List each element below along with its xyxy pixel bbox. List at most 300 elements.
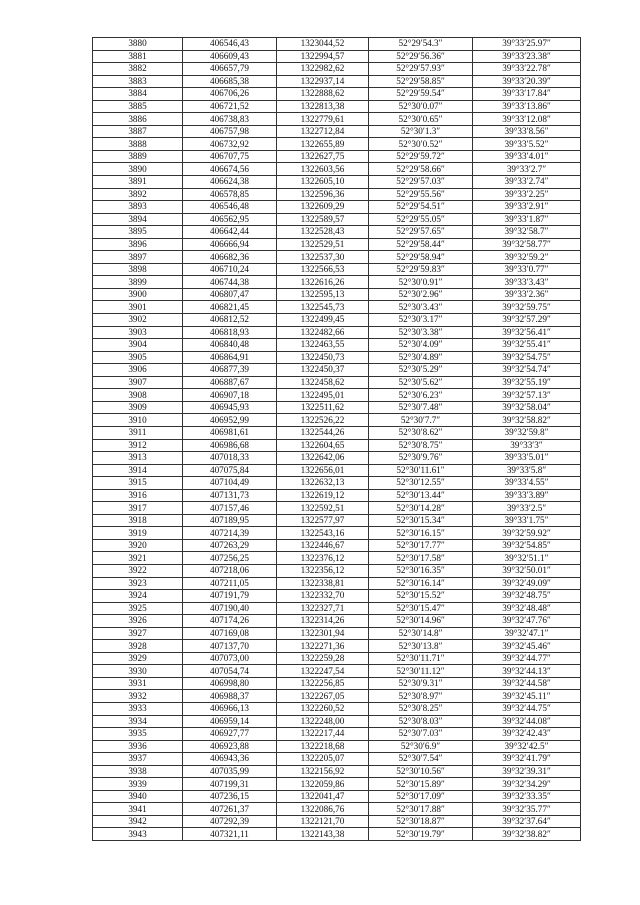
longitude-cell: 39°32′59.2″ xyxy=(473,251,581,264)
x-coordinate-cell: 407189,95 xyxy=(183,514,277,527)
longitude-cell: 39°32′44.58″ xyxy=(473,677,581,690)
table-row xyxy=(93,564,581,577)
x-coordinate-cell: 406821,45 xyxy=(183,301,277,314)
x-coordinate-cell: 407214,39 xyxy=(183,527,277,540)
x-coordinate-cell: 407191,79 xyxy=(183,590,277,603)
latitude-cell: 52°30′16.15″ xyxy=(369,527,473,540)
table-row xyxy=(93,728,581,741)
point-number-cell: 3917 xyxy=(93,502,183,515)
latitude-cell: 52°30′14.28″ xyxy=(369,502,473,515)
point-number-cell: 3913 xyxy=(93,452,183,465)
x-coordinate-cell: 406546,48 xyxy=(183,201,277,214)
x-coordinate-cell: 406981,61 xyxy=(183,426,277,439)
longitude-cell: 39°33′12.08″ xyxy=(473,113,581,126)
latitude-cell: 52°29′59.72″ xyxy=(369,150,473,163)
y-coordinate-cell: 1322376,12 xyxy=(277,552,369,565)
x-coordinate-cell: 406943,36 xyxy=(183,753,277,766)
longitude-cell: 39°32′54.74″ xyxy=(473,364,581,377)
x-coordinate-cell: 406721,52 xyxy=(183,100,277,113)
table-row xyxy=(93,401,581,414)
longitude-cell: 39°32′41.79″ xyxy=(473,753,581,766)
longitude-cell: 39°32′39.31″ xyxy=(473,765,581,778)
y-coordinate-cell: 1322314,26 xyxy=(277,615,369,628)
point-number-cell: 3911 xyxy=(93,426,183,439)
longitude-cell: 39°33′2.36″ xyxy=(473,288,581,301)
x-coordinate-cell: 406887,67 xyxy=(183,376,277,389)
x-coordinate-cell: 407321,11 xyxy=(183,828,277,841)
latitude-cell: 52°29′55.05″ xyxy=(369,213,473,226)
longitude-cell: 39°32′45.11″ xyxy=(473,690,581,703)
table-row xyxy=(93,100,581,113)
point-number-cell: 3893 xyxy=(93,201,183,214)
longitude-cell: 39°33′23.38″ xyxy=(473,50,581,63)
y-coordinate-cell: 1322156,92 xyxy=(277,765,369,778)
x-coordinate-cell: 406666,94 xyxy=(183,238,277,251)
latitude-cell: 52°29′59.83″ xyxy=(369,263,473,276)
table-row xyxy=(93,201,581,214)
longitude-cell: 39°33′3″ xyxy=(473,439,581,452)
table-row xyxy=(93,364,581,377)
y-coordinate-cell: 1322450,73 xyxy=(277,351,369,364)
longitude-cell: 39°32′54.85″ xyxy=(473,539,581,552)
latitude-cell: 52°30′3.38″ xyxy=(369,326,473,339)
table-row xyxy=(93,489,581,502)
point-number-cell: 3902 xyxy=(93,314,183,327)
x-coordinate-cell: 406988,37 xyxy=(183,690,277,703)
y-coordinate-cell: 1322779,61 xyxy=(277,113,369,126)
table-row xyxy=(93,502,581,515)
point-number-cell: 3901 xyxy=(93,301,183,314)
x-coordinate-cell: 407292,39 xyxy=(183,815,277,828)
longitude-cell: 39°33′4.55″ xyxy=(473,477,581,490)
point-number-cell: 3914 xyxy=(93,464,183,477)
table-row xyxy=(93,314,581,327)
y-coordinate-cell: 1322655,89 xyxy=(277,138,369,151)
point-number-cell: 3881 xyxy=(93,50,183,63)
y-coordinate-cell: 1322544,26 xyxy=(277,426,369,439)
point-number-cell: 3904 xyxy=(93,339,183,352)
x-coordinate-cell: 407131,73 xyxy=(183,489,277,502)
point-number-cell: 3919 xyxy=(93,527,183,540)
y-coordinate-cell: 1323044,52 xyxy=(277,38,369,51)
latitude-cell: 52°30′7.03″ xyxy=(369,728,473,741)
x-coordinate-cell: 406706,26 xyxy=(183,88,277,101)
x-coordinate-cell: 406952,99 xyxy=(183,414,277,427)
table-row xyxy=(93,464,581,477)
y-coordinate-cell: 1322566,53 xyxy=(277,263,369,276)
y-coordinate-cell: 1322218,68 xyxy=(277,740,369,753)
point-number-cell: 3891 xyxy=(93,176,183,189)
table-row xyxy=(93,477,581,490)
latitude-cell: 52°30′19.79″ xyxy=(369,828,473,841)
y-coordinate-cell: 1322604,65 xyxy=(277,439,369,452)
table-row xyxy=(93,602,581,615)
point-number-cell: 3938 xyxy=(93,765,183,778)
point-number-cell: 3910 xyxy=(93,414,183,427)
longitude-cell: 39°33′17.84″ xyxy=(473,88,581,101)
point-number-cell: 3903 xyxy=(93,326,183,339)
latitude-cell: 52°30′10.56″ xyxy=(369,765,473,778)
latitude-cell: 52°29′58.94″ xyxy=(369,251,473,264)
x-coordinate-cell: 406657,79 xyxy=(183,63,277,76)
longitude-cell: 39°32′35.77″ xyxy=(473,803,581,816)
x-coordinate-cell: 406840,48 xyxy=(183,339,277,352)
x-coordinate-cell: 406907,18 xyxy=(183,389,277,402)
x-coordinate-cell: 406812,52 xyxy=(183,314,277,327)
longitude-cell: 39°32′51.1″ xyxy=(473,552,581,565)
latitude-cell: 52°30′11.61″ xyxy=(369,464,473,477)
y-coordinate-cell: 1322529,51 xyxy=(277,238,369,251)
table-row xyxy=(93,452,581,465)
x-coordinate-cell: 407054,74 xyxy=(183,665,277,678)
table-row xyxy=(93,213,581,226)
longitude-cell: 39°32′44.75″ xyxy=(473,702,581,715)
table-row xyxy=(93,702,581,715)
y-coordinate-cell: 1322041,47 xyxy=(277,790,369,803)
latitude-cell: 52°30′1.3″ xyxy=(369,125,473,138)
latitude-cell: 52°30′16.35″ xyxy=(369,564,473,577)
longitude-cell: 39°32′44.08″ xyxy=(473,715,581,728)
y-coordinate-cell: 1322247,54 xyxy=(277,665,369,678)
x-coordinate-cell: 407169,08 xyxy=(183,627,277,640)
y-coordinate-cell: 1322616,26 xyxy=(277,276,369,289)
latitude-cell: 52°30′0.07″ xyxy=(369,100,473,113)
table-row xyxy=(93,690,581,703)
longitude-cell: 39°32′48.48″ xyxy=(473,602,581,615)
longitude-cell: 39°32′49.09″ xyxy=(473,577,581,590)
table-row xyxy=(93,577,581,590)
y-coordinate-cell: 1322619,12 xyxy=(277,489,369,502)
longitude-cell: 39°32′44.13″ xyxy=(473,665,581,678)
point-number-cell: 3907 xyxy=(93,376,183,389)
point-number-cell: 3895 xyxy=(93,226,183,239)
x-coordinate-cell: 406966,13 xyxy=(183,702,277,715)
table-row xyxy=(93,740,581,753)
table-row xyxy=(93,790,581,803)
y-coordinate-cell: 1322205,07 xyxy=(277,753,369,766)
x-coordinate-cell: 407236,15 xyxy=(183,790,277,803)
table-row xyxy=(93,50,581,63)
y-coordinate-cell: 1322595,13 xyxy=(277,288,369,301)
point-number-cell: 3906 xyxy=(93,364,183,377)
longitude-cell: 39°33′8.56″ xyxy=(473,125,581,138)
x-coordinate-cell: 406986,68 xyxy=(183,439,277,452)
y-coordinate-cell: 1322994,57 xyxy=(277,50,369,63)
longitude-cell: 39°32′59.92″ xyxy=(473,527,581,540)
longitude-cell: 39°33′3.43″ xyxy=(473,276,581,289)
point-number-cell: 3935 xyxy=(93,728,183,741)
point-number-cell: 3930 xyxy=(93,665,183,678)
point-number-cell: 3943 xyxy=(93,828,183,841)
y-coordinate-cell: 1322545,73 xyxy=(277,301,369,314)
y-coordinate-cell: 1322463,55 xyxy=(277,339,369,352)
latitude-cell: 52°30′16.14″ xyxy=(369,577,473,590)
point-number-cell: 3885 xyxy=(93,100,183,113)
y-coordinate-cell: 1322592,51 xyxy=(277,502,369,515)
point-number-cell: 3889 xyxy=(93,150,183,163)
longitude-cell: 39°33′2.25″ xyxy=(473,188,581,201)
point-number-cell: 3933 xyxy=(93,702,183,715)
point-number-cell: 3925 xyxy=(93,602,183,615)
latitude-cell: 52°30′17.58″ xyxy=(369,552,473,565)
longitude-cell: 39°32′47.76″ xyxy=(473,615,581,628)
point-number-cell: 3929 xyxy=(93,652,183,665)
y-coordinate-cell: 1322537,30 xyxy=(277,251,369,264)
x-coordinate-cell: 406864,91 xyxy=(183,351,277,364)
x-coordinate-cell: 406807,47 xyxy=(183,288,277,301)
x-coordinate-cell: 406710,24 xyxy=(183,263,277,276)
table-row xyxy=(93,163,581,176)
latitude-cell: 52°30′7.54″ xyxy=(369,753,473,766)
longitude-cell: 39°33′1.87″ xyxy=(473,213,581,226)
x-coordinate-cell: 406562,95 xyxy=(183,213,277,226)
latitude-cell: 52°30′0.65″ xyxy=(369,113,473,126)
x-coordinate-cell: 407157,46 xyxy=(183,502,277,515)
y-coordinate-cell: 1322458,62 xyxy=(277,376,369,389)
table-row xyxy=(93,778,581,791)
table-row xyxy=(93,414,581,427)
y-coordinate-cell: 1322356,12 xyxy=(277,564,369,577)
y-coordinate-cell: 1322589,57 xyxy=(277,213,369,226)
point-number-cell: 3909 xyxy=(93,401,183,414)
point-number-cell: 3892 xyxy=(93,188,183,201)
point-number-cell: 3890 xyxy=(93,163,183,176)
latitude-cell: 52°30′15.89″ xyxy=(369,778,473,791)
latitude-cell: 52°30′18.87″ xyxy=(369,815,473,828)
longitude-cell: 39°32′58.77″ xyxy=(473,238,581,251)
latitude-cell: 52°30′9.31″ xyxy=(369,677,473,690)
longitude-cell: 39°32′58.82″ xyxy=(473,414,581,427)
y-coordinate-cell: 1322059,86 xyxy=(277,778,369,791)
longitude-cell: 39°33′5.52″ xyxy=(473,138,581,151)
x-coordinate-cell: 406877,39 xyxy=(183,364,277,377)
point-number-cell: 3896 xyxy=(93,238,183,251)
point-number-cell: 3912 xyxy=(93,439,183,452)
latitude-cell: 52°30′8.03″ xyxy=(369,715,473,728)
y-coordinate-cell: 1322260,52 xyxy=(277,702,369,715)
y-coordinate-cell: 1322338,81 xyxy=(277,577,369,590)
latitude-cell: 52°30′0.52″ xyxy=(369,138,473,151)
latitude-cell: 52°30′7.7″ xyxy=(369,414,473,427)
longitude-cell: 39°33′2.74″ xyxy=(473,176,581,189)
table-row xyxy=(93,765,581,778)
table-row xyxy=(93,665,581,678)
y-coordinate-cell: 1322528,43 xyxy=(277,226,369,239)
longitude-cell: 39°32′58.04″ xyxy=(473,401,581,414)
table-row xyxy=(93,803,581,816)
table-row xyxy=(93,63,581,76)
table-row xyxy=(93,88,581,101)
point-number-cell: 3932 xyxy=(93,690,183,703)
longitude-cell: 39°32′50.01″ xyxy=(473,564,581,577)
y-coordinate-cell: 1322656,01 xyxy=(277,464,369,477)
table-row xyxy=(93,627,581,640)
y-coordinate-cell: 1322888,62 xyxy=(277,88,369,101)
x-coordinate-cell: 407137,70 xyxy=(183,640,277,653)
y-coordinate-cell: 1322482,66 xyxy=(277,326,369,339)
table-row xyxy=(93,263,581,276)
table-row xyxy=(93,150,581,163)
longitude-cell: 39°32′56.41″ xyxy=(473,326,581,339)
x-coordinate-cell: 407261,37 xyxy=(183,803,277,816)
x-coordinate-cell: 406707,75 xyxy=(183,150,277,163)
x-coordinate-cell: 406818,93 xyxy=(183,326,277,339)
x-coordinate-cell: 406732,92 xyxy=(183,138,277,151)
longitude-cell: 39°33′20.39″ xyxy=(473,75,581,88)
longitude-cell: 39°33′13.86″ xyxy=(473,100,581,113)
longitude-cell: 39°32′58.7″ xyxy=(473,226,581,239)
table-row xyxy=(93,652,581,665)
coordinates-table-body xyxy=(93,38,581,841)
x-coordinate-cell: 407199,31 xyxy=(183,778,277,791)
table-row xyxy=(93,301,581,314)
table-row xyxy=(93,176,581,189)
latitude-cell: 52°30′17.77″ xyxy=(369,539,473,552)
point-number-cell: 3884 xyxy=(93,88,183,101)
y-coordinate-cell: 1322642,06 xyxy=(277,452,369,465)
y-coordinate-cell: 1322259,28 xyxy=(277,652,369,665)
x-coordinate-cell: 406738,83 xyxy=(183,113,277,126)
latitude-cell: 52°30′3.17″ xyxy=(369,314,473,327)
longitude-cell: 39°33′4.01″ xyxy=(473,150,581,163)
x-coordinate-cell: 407073,00 xyxy=(183,652,277,665)
latitude-cell: 52°30′14.96″ xyxy=(369,615,473,628)
x-coordinate-cell: 406685,38 xyxy=(183,75,277,88)
longitude-cell: 39°33′1.75″ xyxy=(473,514,581,527)
y-coordinate-cell: 1322086,76 xyxy=(277,803,369,816)
y-coordinate-cell: 1322332,70 xyxy=(277,590,369,603)
y-coordinate-cell: 1322143,38 xyxy=(277,828,369,841)
x-coordinate-cell: 406945,93 xyxy=(183,401,277,414)
x-coordinate-cell: 406757,98 xyxy=(183,125,277,138)
y-coordinate-cell: 1322627,75 xyxy=(277,150,369,163)
point-number-cell: 3915 xyxy=(93,477,183,490)
point-number-cell: 3882 xyxy=(93,63,183,76)
x-coordinate-cell: 406927,77 xyxy=(183,728,277,741)
x-coordinate-cell: 406609,43 xyxy=(183,50,277,63)
table-row xyxy=(93,339,581,352)
table-row xyxy=(93,326,581,339)
point-number-cell: 3894 xyxy=(93,213,183,226)
table-row xyxy=(93,288,581,301)
point-number-cell: 3926 xyxy=(93,615,183,628)
point-number-cell: 3939 xyxy=(93,778,183,791)
longitude-cell: 39°32′59.8″ xyxy=(473,426,581,439)
latitude-cell: 52°30′4.09″ xyxy=(369,339,473,352)
point-number-cell: 3898 xyxy=(93,263,183,276)
latitude-cell: 52°30′14.8″ xyxy=(369,627,473,640)
latitude-cell: 52°30′15.34″ xyxy=(369,514,473,527)
point-number-cell: 3928 xyxy=(93,640,183,653)
y-coordinate-cell: 1322577,97 xyxy=(277,514,369,527)
latitude-cell: 52°29′57.93″ xyxy=(369,63,473,76)
point-number-cell: 3899 xyxy=(93,276,183,289)
table-row xyxy=(93,715,581,728)
x-coordinate-cell: 406923,88 xyxy=(183,740,277,753)
latitude-cell: 52°30′0.91″ xyxy=(369,276,473,289)
latitude-cell: 52°29′58.66″ xyxy=(369,163,473,176)
longitude-cell: 39°32′42.43″ xyxy=(473,728,581,741)
latitude-cell: 52°29′56.36″ xyxy=(369,50,473,63)
longitude-cell: 39°32′59.75″ xyxy=(473,301,581,314)
x-coordinate-cell: 406546,43 xyxy=(183,38,277,51)
longitude-cell: 39°32′38.82″ xyxy=(473,828,581,841)
table-row xyxy=(93,527,581,540)
table-row xyxy=(93,226,581,239)
longitude-cell: 39°32′45.46″ xyxy=(473,640,581,653)
latitude-cell: 52°30′13.8″ xyxy=(369,640,473,653)
longitude-cell: 39°32′55.19″ xyxy=(473,376,581,389)
table-row xyxy=(93,376,581,389)
x-coordinate-cell: 406624,38 xyxy=(183,176,277,189)
y-coordinate-cell: 1322596,36 xyxy=(277,188,369,201)
latitude-cell: 52°30′3.43″ xyxy=(369,301,473,314)
y-coordinate-cell: 1322605,10 xyxy=(277,176,369,189)
table-row xyxy=(93,828,581,841)
coordinates-table xyxy=(92,37,581,841)
table-row xyxy=(93,815,581,828)
latitude-cell: 52°30′8.62″ xyxy=(369,426,473,439)
y-coordinate-cell: 1322495,01 xyxy=(277,389,369,402)
x-coordinate-cell: 406578,85 xyxy=(183,188,277,201)
point-number-cell: 3931 xyxy=(93,677,183,690)
point-number-cell: 3921 xyxy=(93,552,183,565)
latitude-cell: 52°29′57.65″ xyxy=(369,226,473,239)
table-row xyxy=(93,439,581,452)
latitude-cell: 52°30′7.48″ xyxy=(369,401,473,414)
point-number-cell: 3908 xyxy=(93,389,183,402)
table-row xyxy=(93,426,581,439)
point-number-cell: 3886 xyxy=(93,113,183,126)
table-row xyxy=(93,276,581,289)
point-number-cell: 3905 xyxy=(93,351,183,364)
latitude-cell: 52°30′8.75″ xyxy=(369,439,473,452)
point-number-cell: 3927 xyxy=(93,627,183,640)
latitude-cell: 52°30′17.88″ xyxy=(369,803,473,816)
point-number-cell: 3923 xyxy=(93,577,183,590)
latitude-cell: 52°30′8.25″ xyxy=(369,702,473,715)
point-number-cell: 3887 xyxy=(93,125,183,138)
y-coordinate-cell: 1322813,38 xyxy=(277,100,369,113)
y-coordinate-cell: 1322526,22 xyxy=(277,414,369,427)
latitude-cell: 52°29′58.44″ xyxy=(369,238,473,251)
table-row xyxy=(93,113,581,126)
latitude-cell: 52°30′8.97″ xyxy=(369,690,473,703)
point-number-cell: 3916 xyxy=(93,489,183,502)
latitude-cell: 52°30′9.76″ xyxy=(369,452,473,465)
y-coordinate-cell: 1322609,29 xyxy=(277,201,369,214)
y-coordinate-cell: 1322256,85 xyxy=(277,677,369,690)
longitude-cell: 39°32′33.35″ xyxy=(473,790,581,803)
latitude-cell: 52°29′54.3″ xyxy=(369,38,473,51)
x-coordinate-cell: 407256,25 xyxy=(183,552,277,565)
longitude-cell: 39°32′34.29″ xyxy=(473,778,581,791)
y-coordinate-cell: 1322712,84 xyxy=(277,125,369,138)
point-number-cell: 3942 xyxy=(93,815,183,828)
longitude-cell: 39°32′44.77″ xyxy=(473,652,581,665)
point-number-cell: 3934 xyxy=(93,715,183,728)
longitude-cell: 39°33′0.77″ xyxy=(473,263,581,276)
point-number-cell: 3936 xyxy=(93,740,183,753)
latitude-cell: 52°30′4.89″ xyxy=(369,351,473,364)
y-coordinate-cell: 1322937,14 xyxy=(277,75,369,88)
latitude-cell: 52°30′15.52″ xyxy=(369,590,473,603)
point-number-cell: 3918 xyxy=(93,514,183,527)
y-coordinate-cell: 1322543,16 xyxy=(277,527,369,540)
table-row xyxy=(93,539,581,552)
y-coordinate-cell: 1322267,05 xyxy=(277,690,369,703)
x-coordinate-cell: 407218,06 xyxy=(183,564,277,577)
